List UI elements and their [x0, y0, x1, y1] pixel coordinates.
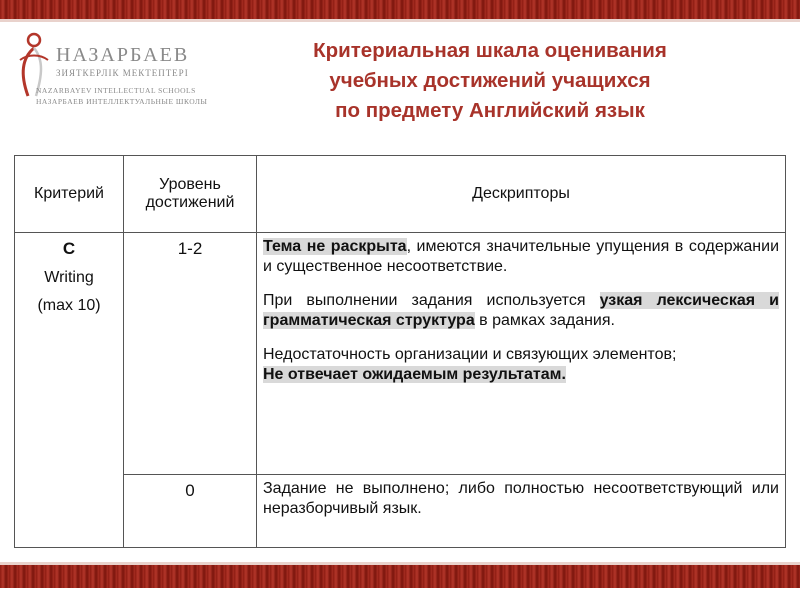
descriptor-paragraph	[263, 345, 779, 385]
top-decorative-bar	[0, 0, 800, 22]
descriptor-text: , имеются значительные упущения в содержании и существенное несоответствие.	[263, 238, 780, 275]
logo-subtitle: ЗИЯТКЕРЛІК МЕКТЕПТЕРІ	[56, 68, 189, 78]
title-line-3: по предмету Английский язык	[335, 99, 645, 122]
criterion-name: Writing	[44, 269, 94, 286]
level-cell: 0	[124, 475, 257, 548]
school-logo	[14, 28, 214, 116]
logo-line-en: NAZARBAYEV INTELLECTUAL SCHOOLS	[36, 86, 196, 95]
descriptor-highlight: узкая лексическая и грамматическая структура	[263, 292, 779, 329]
criteria-table	[14, 155, 786, 548]
descriptor-cell	[257, 233, 786, 475]
page-title	[230, 36, 750, 126]
criterion-cell	[15, 233, 124, 548]
table-row	[15, 233, 786, 475]
criterion-letter: C	[62, 239, 76, 258]
descriptor-text: в рамках задания.	[474, 312, 615, 329]
descriptor-paragraph	[263, 237, 779, 277]
table-row	[15, 475, 786, 548]
descriptor-text: Задание не выполнено; либо полностью несоответствующий или неразборчивый язык.	[263, 480, 779, 517]
level-cell: 1-2	[124, 233, 257, 475]
descriptor-text: При выполнении задания используется	[263, 292, 600, 309]
header-level: Уровень достижений	[124, 156, 257, 233]
logo-name: НАЗАРБАЕВ	[56, 44, 190, 66]
title-line-2: учебных достижений учащихся	[329, 69, 651, 92]
criterion-max: (max 10)	[37, 297, 101, 314]
header-descriptors: Дескрипторы	[257, 156, 786, 233]
descriptor-paragraph	[263, 291, 779, 331]
descriptor-text: Недостаточность организации и связующих элементов;	[263, 346, 677, 363]
descriptor-cell	[257, 475, 786, 548]
descriptor-highlight: Тема не раскрыта	[263, 238, 407, 255]
table-header-row	[15, 156, 786, 233]
descriptor-highlight: Не отвечает ожидаемым результатам.	[263, 366, 566, 383]
header-criterion: Критерий	[15, 156, 124, 233]
title-line-1: Критериальная шкала оценивания	[313, 39, 667, 62]
bottom-decorative-bar	[0, 562, 800, 588]
logo-line-ru: НАЗАРБАЕВ ИНТЕЛЛЕКТУАЛЬНЫЕ ШКОЛЫ	[36, 97, 208, 106]
